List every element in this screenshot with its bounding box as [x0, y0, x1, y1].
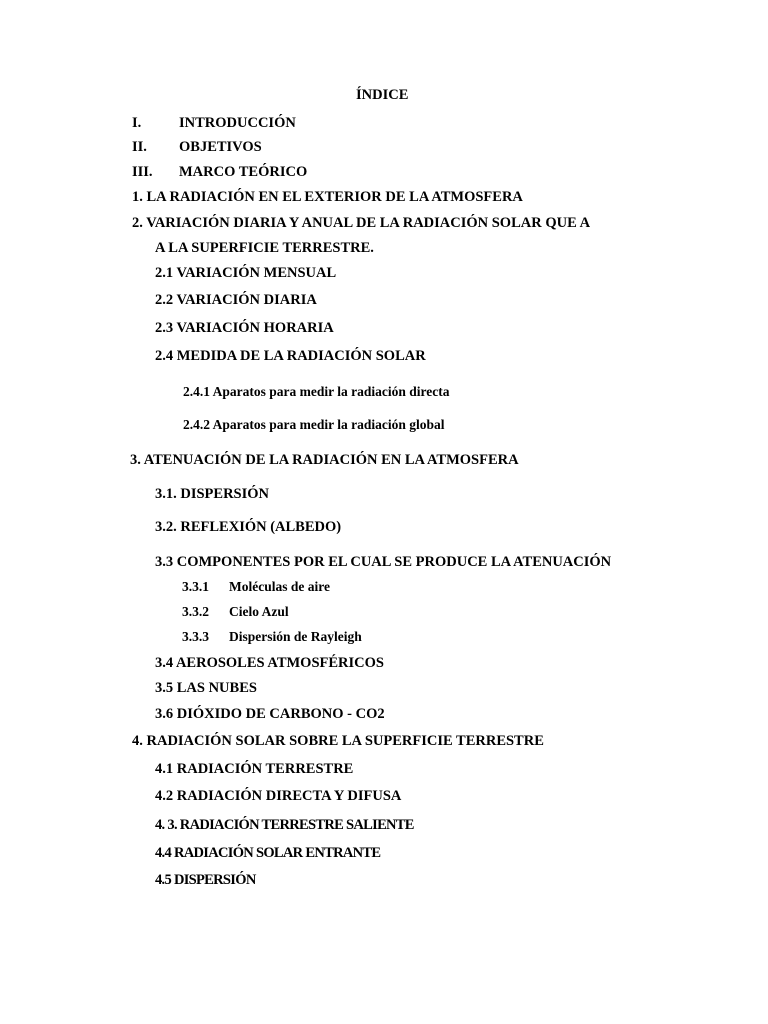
toc-number-3-3-1: 3.3.1	[182, 579, 209, 594]
toc-item-3-1: 3.1. DISPERSIÓN	[155, 486, 270, 502]
toc-item-4-1: 4.1 RADIACIÓN TERRESTRE	[155, 761, 354, 777]
toc-item-2-3: 2.3 VARIACIÓN HORARIA	[155, 320, 334, 336]
toc-item-3-2: 3.2. REFLEXIÓN (ALBEDO)	[155, 519, 342, 535]
toc-item-objetivos: OBJETIVOS	[179, 139, 262, 155]
toc-item-4-5: 4.5 DISPERSIÓN	[155, 872, 256, 888]
toc-item-4-3: 4. 3. RADIACIÓN TERRESTRE SALIENTE	[155, 817, 414, 833]
toc-item-3-6: 3.6 DIÓXIDO DE CARBONO - CO2	[155, 706, 385, 722]
toc-item-3-4: 3.4 AEROSOLES ATMOSFÉRICOS	[155, 655, 384, 671]
toc-subitem-2-4-1: 2.4.1 Aparatos para medir la radiación directa	[183, 384, 450, 399]
toc-section-1: 1. LA RADIACIÓN EN EL EXTERIOR DE LA ATMOSFERA	[132, 189, 523, 205]
toc-section-3: 3. ATENUACIÓN DE LA RADIACIÓN EN LA ATMOSFERA	[130, 452, 519, 468]
toc-item-3-3: 3.3 COMPONENTES POR EL CUAL SE PRODUCE LA ATENUACIÓN	[155, 554, 612, 570]
toc-section-4: 4. RADIACIÓN SOLAR SOBRE LA SUPERFICIE TERRESTRE	[132, 733, 544, 749]
toc-item-2-1: 2.1 VARIACIÓN MENSUAL	[155, 265, 337, 281]
toc-section-2-line2: A LA SUPERFICIE TERRESTRE.	[155, 240, 374, 256]
toc-subitem-2-4-2: 2.4.2 Aparatos para medir la radiación global	[183, 417, 445, 432]
toc-subitem-3-3-2: Cielo Azul	[229, 604, 289, 619]
toc-item-4-2: 4.2 RADIACIÓN DIRECTA Y DIFUSA	[155, 788, 402, 804]
toc-item-2-4: 2.4 MEDIDA DE LA RADIACIÓN SOLAR	[155, 348, 426, 364]
toc-item-2-2: 2.2 VARIACIÓN DIARIA	[155, 292, 317, 308]
toc-subitem-3-3-1: Moléculas de aire	[229, 579, 330, 594]
toc-number-ii: II.	[132, 139, 147, 155]
toc-item-4-4: 4.4 RADIACIÓN SOLAR ENTRANTE	[155, 845, 381, 861]
toc-subitem-3-3-3: Dispersión de Rayleigh	[229, 629, 362, 644]
toc-number-i: I.	[132, 115, 142, 131]
toc-number-3-3-3: 3.3.3	[182, 629, 209, 644]
toc-number-iii: III.	[132, 164, 153, 180]
page-title: ÍNDICE	[356, 87, 409, 103]
toc-number-3-3-2: 3.3.2	[182, 604, 209, 619]
toc-item-marco-teorico: MARCO TEÓRICO	[179, 164, 308, 180]
toc-item-introduccion: INTRODUCCIÓN	[179, 115, 296, 131]
toc-item-3-5: 3.5 LAS NUBES	[155, 680, 257, 696]
toc-section-2-line1: 2. VARIACIÓN DIARIA Y ANUAL DE LA RADIACIÓN SOLAR QUE A	[132, 215, 591, 231]
